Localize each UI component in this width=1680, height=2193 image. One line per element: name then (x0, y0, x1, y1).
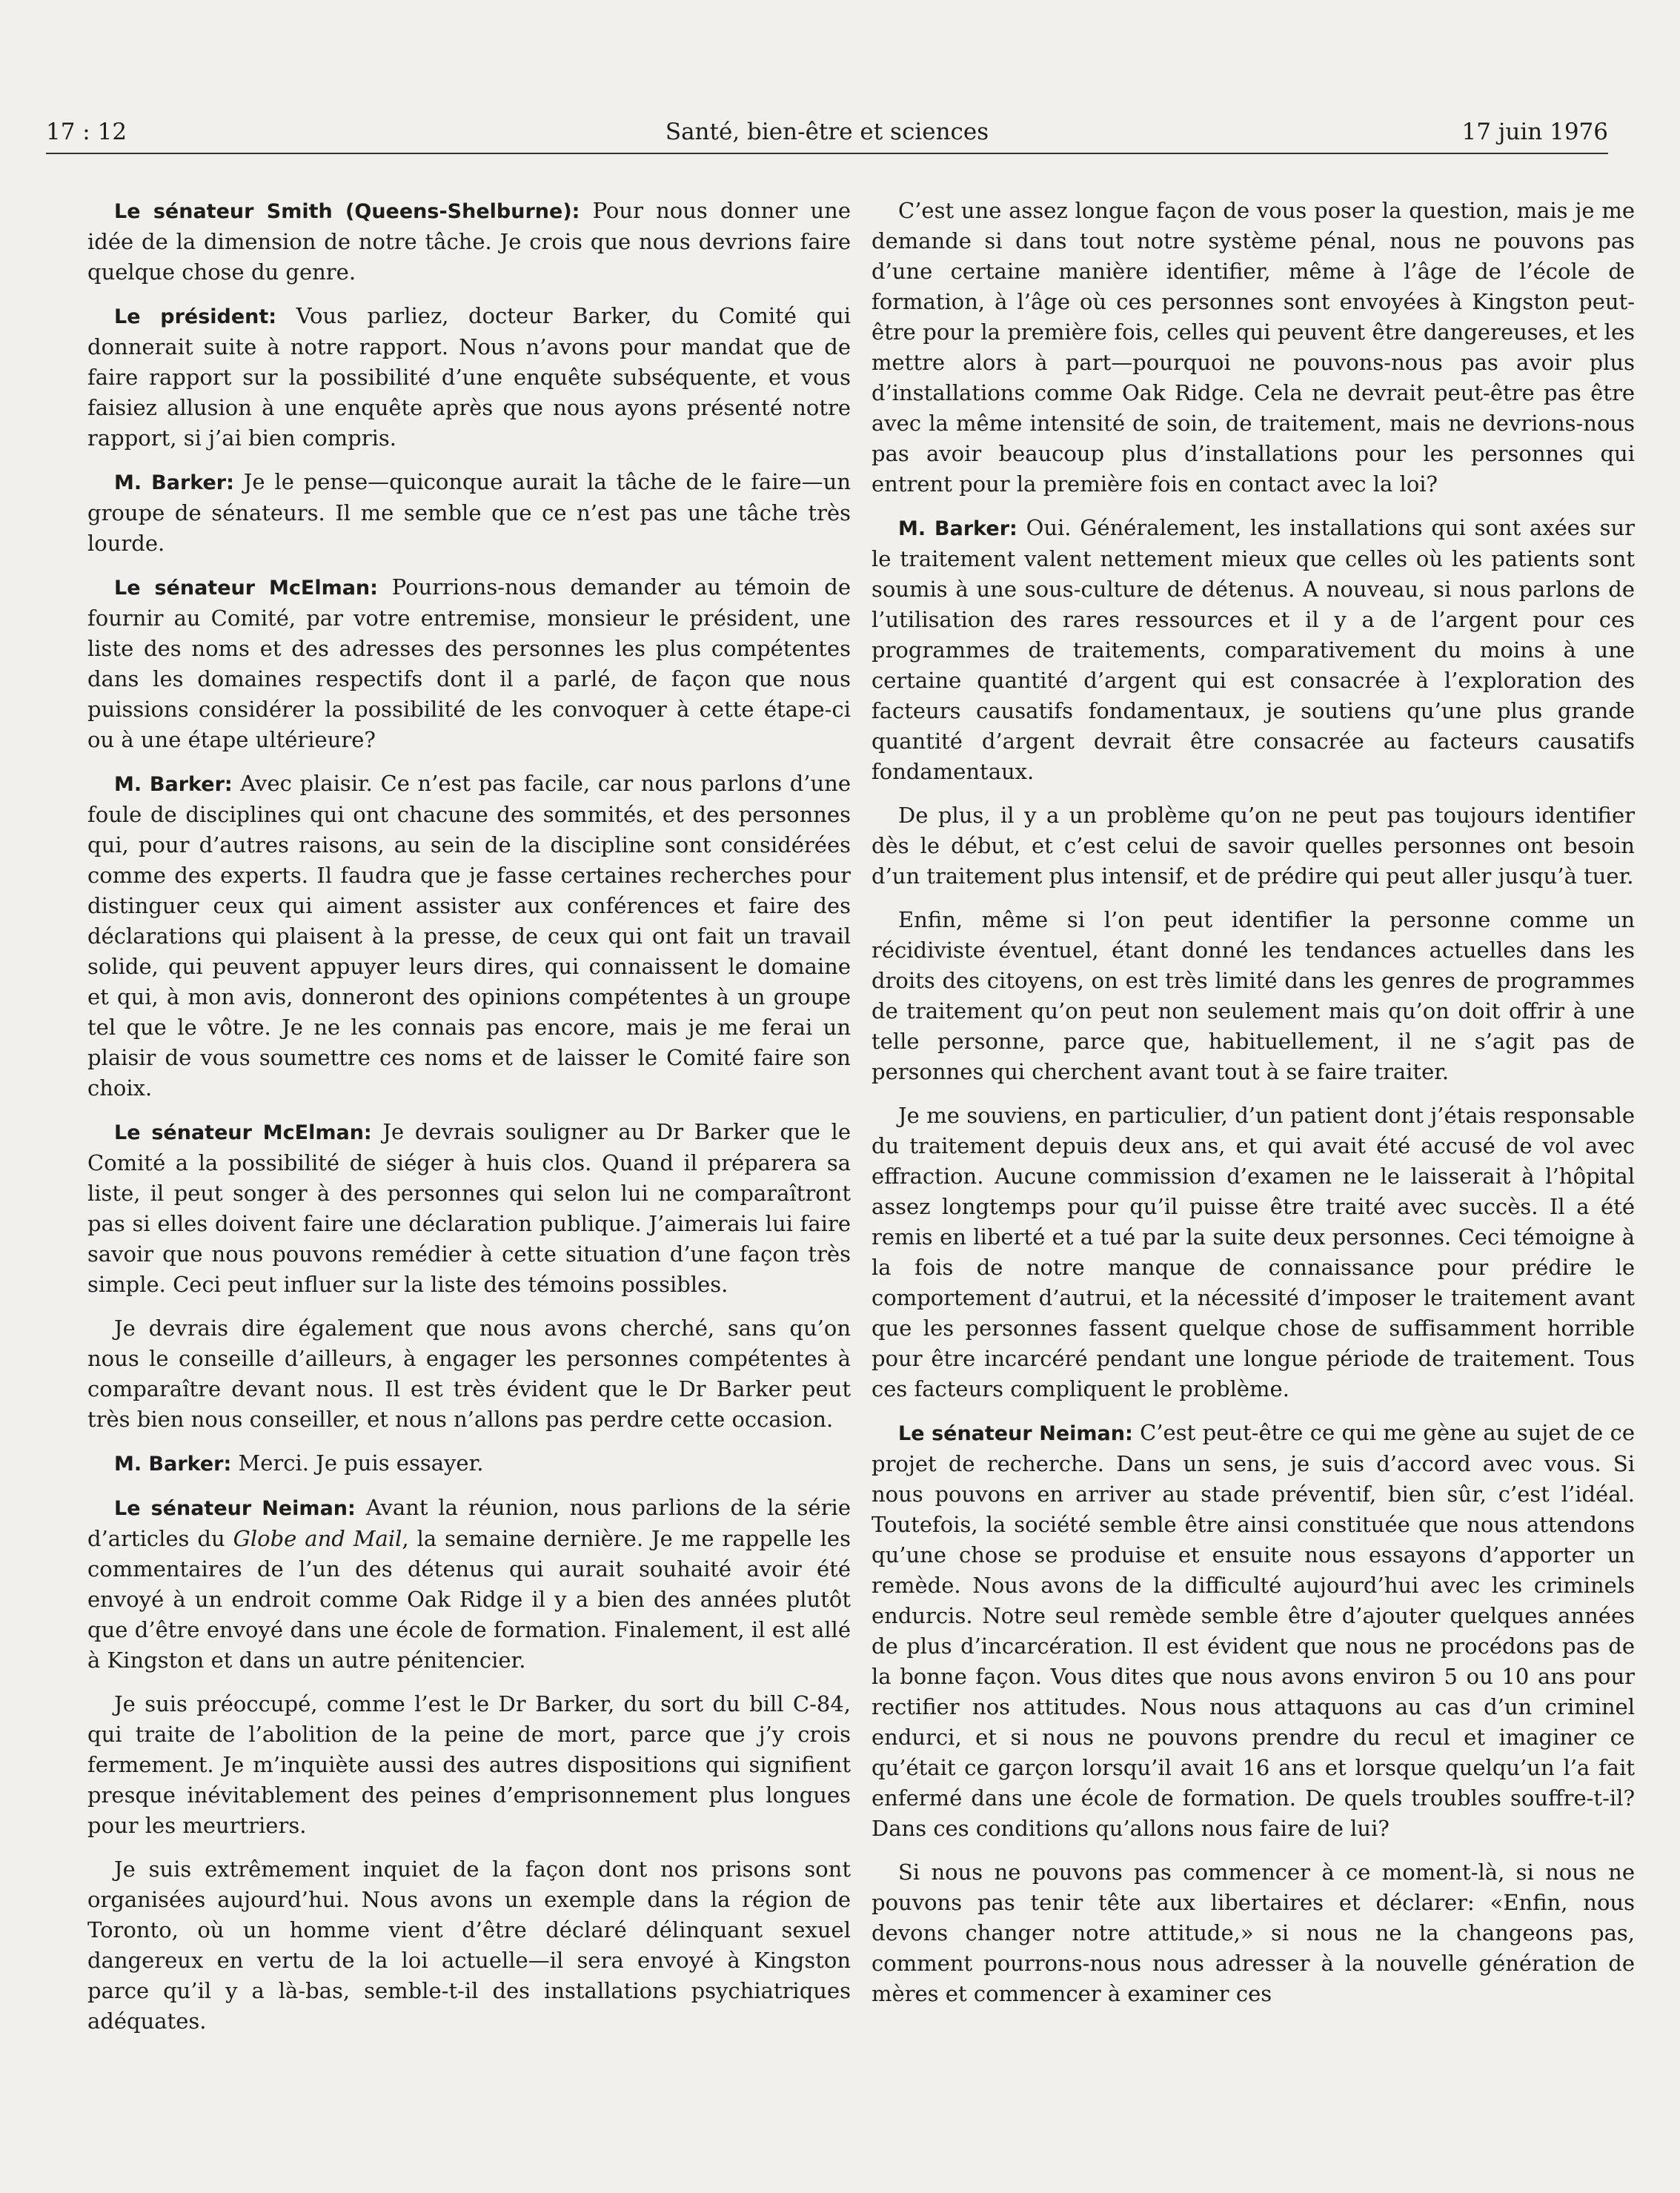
paragraph (87, 1689, 851, 1841)
speaker-name: Le sénateur McElman: (114, 577, 378, 600)
right-column (871, 196, 1635, 2023)
paragraph (87, 1117, 851, 1300)
paragraph (871, 1418, 1635, 1844)
paragraph (871, 905, 1635, 1087)
paragraph (87, 572, 851, 755)
running-title: Santé, bien-être et sciences (665, 119, 989, 145)
paragraph-text: Oui. Généralement, les installations qui sont axées sur le traitement valent nettement mieux que celles où les patients sont soumis à une sous-culture de détenus. A nouveau, si nous parlons de l’utilisation des rares ressources et il y a de l’argent pour ces programmes de traitements, comparativement du moins à une certaine quantité d’argent qui est consacrée à l’exploration des facteurs causatifs fondamentaux, je soutiens qu’une plus grande quantité d’argent devrait être consacrée au facteurs causatifs fondamentaux. (871, 515, 1636, 784)
paragraph-text: C’est peut-être ce qui me gène au sujet de ce projet de recherche. Dans un sens, je suis d’accord avec vous. Si nous pouvons en arriver au stade préventif, bien sûr, c’est l’idéal. Toutefois, la société semble être ainsi constituée que nous attendons qu’une chose se produise et ensuite nous essayons d’apporter un remède. Nous avons de la difficulté aujourd’hui avec les criminels endurcis. Notre seul remède semble être d’ajouter quelques années de plus d’incarcération. Il est évident que nous ne procédons pas de la bonne façon. Vous dites que nous avons environ 5 ou 10 ans pour rectifier nos attitudes. Nous nous attaquons au cas d’un criminel endurci, et si nous ne pouvons prendre du recul et imaginer ce qu’était ce garçon lorsqu’il avait 16 ans et lorsque quelqu’un l’a fait enfermé dans une école de formation. De quels troubles souffre-t-il? Dans ces conditions qu’allons nous faire de lui? (871, 1420, 1635, 1841)
paragraph (871, 800, 1635, 892)
paragraph (871, 1101, 1635, 1404)
speaker-name: Le président: (114, 305, 277, 328)
paragraph (871, 196, 1635, 500)
speaker-name: Le sénateur Neiman: (898, 1422, 1133, 1445)
paragraph-text: Pour nous donner une idée de la dimension de notre tâche. Je crois que nous devrions faire quelque chose du genre. (87, 198, 851, 285)
paragraph-text: C’est une assez longue façon de vous poser la question, mais je me demande si dans tout notre système pénal, nous ne pouvons pas d’une certaine manière identifier, même à l’âge de l’école de formation, à l’âge où ces personnes sont envoyées à Kingston peut-être pour la première fois, celles qui peuvent être dangereuses, et les mettre alors à part—pourquoi ne pouvons-nous pas avoir plus d’installations comme Oak Ridge. Cela ne devrait peut-être pas être avec la même intensité de soin, de traitement, mais ne devrions-nous pas avoir beaucoup plus d’installations pour les personnes qui entrent pour la première fois en contact avec la loi? (871, 198, 1635, 497)
page-header (46, 111, 1608, 154)
speaker-name: Le sénateur Neiman: (114, 1497, 356, 1520)
paragraph-text: Vous parliez, docteur Barker, du Comité qui donnerait suite à notre rapport. Nous n’avons pour mandat que de faire rapport sur la possibilité d’une enquête subséquente, et vous faisiez allusion à une enquête après que nous ayons présenté notre rapport, si j’ai bien compris. (87, 303, 851, 451)
paragraph-text: Pourrions-nous demander au témoin de fournir au Comité, par votre entremise, monsieur le président, une liste des noms et des adresses des personnes les plus compétentes dans les domaines respectifs dont il a parlé, de façon que nous puissions considérer la possibilité de les convoquer à cette étape-ci ou à une étape ultérieure? (87, 574, 851, 752)
speaker-name: Le sénateur McElman: (114, 1121, 372, 1144)
paragraph-text: Je suis extrêmement inquiet de la façon dont nos prisons sont organisées aujourd’hui. Nous avons un exemple dans la région de Toronto, où un homme vient d’être déclaré délinquant sexuel dangereux en vertu de la loi actuelle—il sera envoyé à Kingston parce qu’il y a là-bas, semble-t-il des installations psychiatriques adéquates. (87, 1857, 851, 2034)
paragraph (871, 513, 1635, 787)
paragraph (871, 1857, 1635, 2009)
paragraph (87, 1448, 851, 1479)
paragraph (87, 1854, 851, 2037)
paragraph-text: Je devrais souligner au Dr Barker que le Comité a la possibilité de siéger à huis clos. Quand il préparera sa liste, il peut songer à des personnes qui selon lui ne comparaîtront pas si elles doivent faire une déclaration publique. J’aimerais lui faire savoir que nous pouvons remédier à cette situation d’une façon très simple. Ceci peut influer sur la liste des témoins possibles. (87, 1119, 851, 1297)
paragraph-text: Avec plaisir. Ce n’est pas facile, car nous parlons d’une foule de disciplines qui ont chacune des sommités, et des personnes qui, pour d’autres raisons, au sein de la discipline sont considérées comme des experts. Il faudra que je fasse certaines recherches pour distinguer ceux qui aiment assister aux conférences et faire des déclarations qui plaisent à la presse, de ceux qui ont fait un travail solide, qui peuvent appuyer leurs dires, qui connaissent le domaine et qui, à mon avis, donneront des opinions compétentes à un groupe tel que le vôtre. Je ne les connais pas encore, mais je me ferai un plaisir de vous soumettre ces noms et de laisser le Comité faire son choix. (87, 771, 851, 1101)
paragraph (87, 467, 851, 559)
paragraph-text: De plus, il y a un problème qu’on ne peut pas toujours identifier dès le début, et c’est celui de savoir quelles personnes ont besoin d’un traitement plus intensif, et de prédire qui peut aller jusqu’à tuer. (871, 803, 1635, 889)
paragraph (87, 196, 851, 288)
paragraph-text: Je me souviens, en particulier, d’un patient dont j’étais responsable du traitement depuis deux ans, et qui avait été accusé de vol avec effraction. Aucune commission d’examen ne le laisserait à l’hôpital assez longtemps pour qu’il puisse être traité avec succès. Il a été remis en liberté et a tué par la suite deux personnes. Ceci témoigne à la fois de notre manque de connaissance pour prédire le comportement d’autrui, et la nécessité d’imposer le traitement avant que les personnes fassent quelque chose de suffisamment horrible pour être incarcéré pendant une longue période de traitement. Tous ces facteurs compliquent le problème. (871, 1103, 1635, 1401)
paragraph-text: Si nous ne pouvons pas commencer à ce moment-là, si nous ne pouvons pas tenir tête aux libertaires et déclarer: «Enfin, nous devons changer notre attitude,» si nous ne la changeons pas, comment pourrons-nous nous adresser à la nouvelle génération de mères et commencer à examiner ces (871, 1859, 1635, 2006)
speaker-name: M. Barker: (114, 1453, 232, 1476)
speaker-name: Le sénateur Smith (Queens-Shelburne): (114, 200, 580, 223)
speaker-name: M. Barker: (898, 517, 1017, 540)
paragraph (87, 1493, 851, 1676)
paragraph (87, 1313, 851, 1435)
publication-title: Globe and Mail (233, 1526, 402, 1551)
paragraph-text: Avant la réunion, nous parlions de la série d’articles du (87, 1495, 851, 1551)
header-date: 17 juin 1976 (1461, 119, 1608, 145)
paragraph-text: Je devrais dire également que nous avons cherché, sans qu’on nous le conseille d’ailleurs, à engager les personnes compétentes à comparaître devant nous. Il est très évident que le Dr Barker peut très bien nous conseiller, et nous n’allons pas perdre cette occasion. (87, 1316, 851, 1432)
left-column (87, 196, 851, 2050)
speaker-name: M. Barker: (114, 471, 234, 494)
paragraph (87, 301, 851, 454)
paragraph-text: Je le pense—quiconque aurait la tâche de le faire—un groupe de sénateurs. Il me semble que ce n’est pas une tâche très lourde. (87, 469, 851, 556)
speaker-name: M. Barker: (114, 773, 233, 796)
paragraph-text: Enfin, même si l’on peut identifier la personne comme un récidiviste éventuel, étant donné les tendances actuelles dans les droits des citoyens, on est très limité dans les genres de programmes de traitement qu’on peut non seulement mais qu’on doit offrir à une telle personne, parce que, habituellement, il ne s’agit pas de personnes qui cherchent avant tout à se faire traiter. (871, 907, 1635, 1084)
page-number: 17 : 12 (46, 119, 127, 145)
paragraph-text: Merci. Je puis essayer. (231, 1450, 484, 1476)
paragraph-text: Je suis préoccupé, comme l’est le Dr Barker, du sort du bill C-84, qui traite de l’abolition de la peine de mort, parce que j’y crois fermement. Je m’inquiète aussi des autres dispositions qui signifient presque inévitablement des peines d’emprisonnement plus longues pour les meurtriers. (87, 1691, 851, 1838)
paragraph-text: , la semaine dernière. Je me rappelle les commentaires de l’un des détenus qui aurait souhaité avoir été envoyé à un endroit comme Oak Ridge il y a bien des années plutôt que d’être envoyé dans une école de formation. Finalement, il est allé à Kingston et dans un autre pénitencier. (87, 1526, 851, 1673)
paragraph (87, 769, 851, 1104)
